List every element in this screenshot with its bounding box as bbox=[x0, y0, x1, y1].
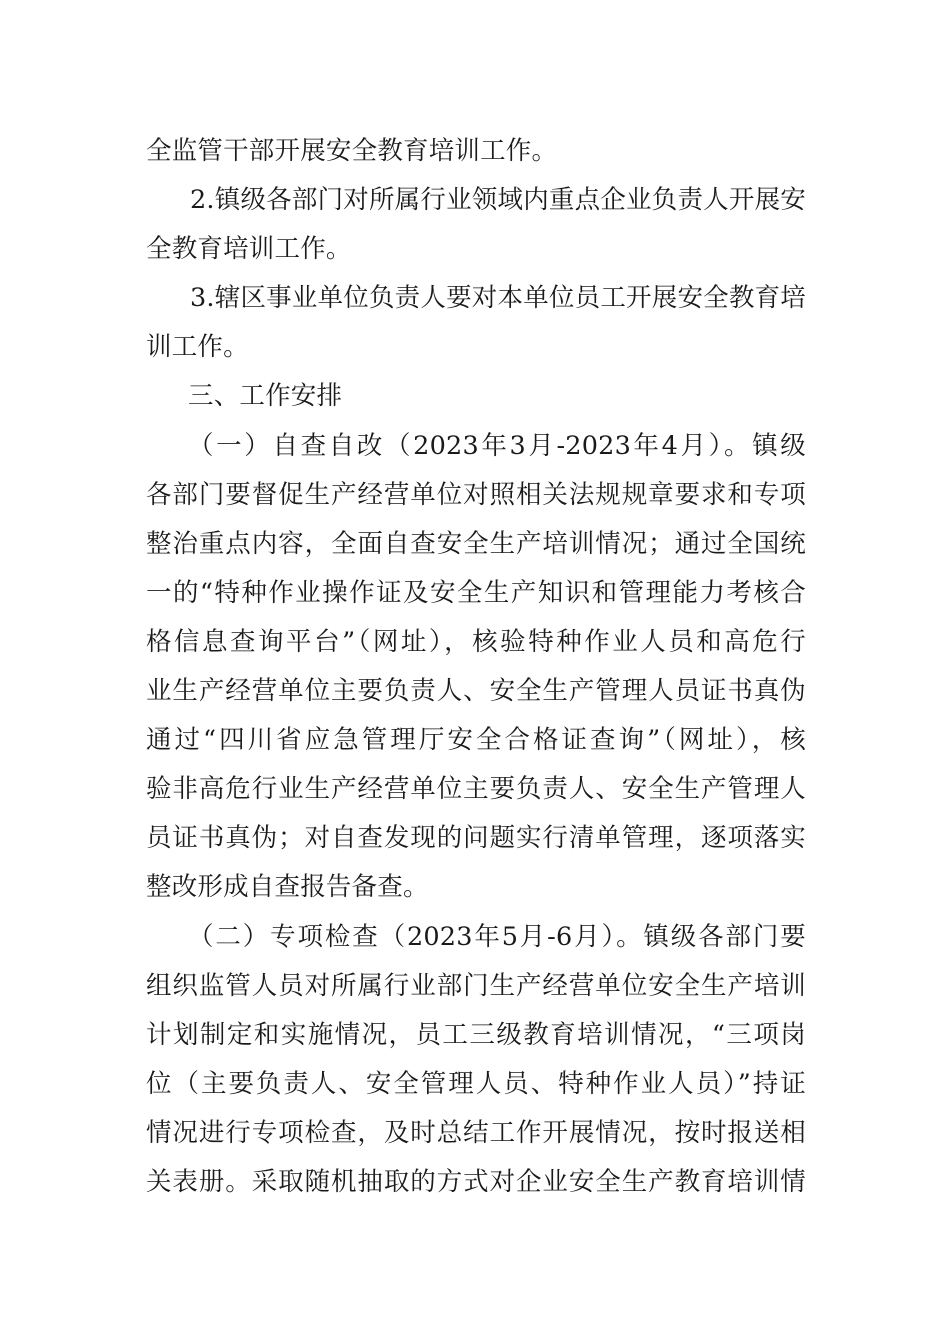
section-heading: 三、工作安排 bbox=[188, 381, 343, 412]
text-line: 通过“四川省应急管理厅安全合格证查询”（网址），核 bbox=[146, 725, 806, 756]
text-line: 关表册。采取随机抽取的方式对企业安全生产教育培训情 bbox=[146, 1166, 806, 1197]
text-line: 整治重点内容，全面自查安全生产培训情况；通过全国统 bbox=[146, 528, 806, 559]
text-line: 全监管干部开展安全教育培训工作。 bbox=[146, 136, 558, 166]
document-body bbox=[146, 127, 806, 1207]
text-line: 各部门要督促生产经营单位对照相关法规规章要求和专项 bbox=[146, 479, 806, 510]
text-line: 情况进行专项检查，及时总结工作开展情况，按时报送相 bbox=[146, 1117, 806, 1148]
text-line: 员证书真伪；对自查发现的问题实行清单管理，逐项落实 bbox=[146, 823, 806, 854]
text-line: 格信息查询平台”（网址），核验特种作业人员和高危行 bbox=[146, 626, 806, 657]
text-line: 全教育培训工作。 bbox=[146, 234, 352, 265]
text-line: 训工作。 bbox=[146, 332, 249, 363]
text-line: 2.镇级各部门对所属行业领域内重点企业负责人开展安 bbox=[190, 185, 806, 216]
text-line: 组织监管人员对所属行业部门生产经营单位安全生产培训 bbox=[146, 970, 806, 1001]
subsection-heading-line: （二）专项检查（2023年5月-6月）。镇级各部门要 bbox=[188, 921, 806, 952]
text-line: 验非高危行业生产经营单位主要负责人、安全生产管理人 bbox=[146, 774, 806, 805]
text-line: 业生产经营单位主要负责人、安全生产管理人员证书真伪 bbox=[146, 676, 806, 707]
text-line: 整改形成自查报告备查。 bbox=[146, 872, 429, 903]
text-line: 计划制定和实施情况，员工三级教育培训情况，“三项岗 bbox=[146, 1019, 806, 1050]
text-line: 位（主要负责人、安全管理人员、特种作业人员）”持证 bbox=[146, 1068, 806, 1099]
subsection-heading-line: （一）自查自改（2023年3月-2023年4月）。镇级 bbox=[188, 430, 806, 461]
text-line: 一的“特种作业操作证及安全生产知识和管理能力考核合 bbox=[146, 577, 806, 608]
text-line: 3.辖区事业单位负责人要对本单位员工开展安全教育培 bbox=[190, 283, 806, 314]
